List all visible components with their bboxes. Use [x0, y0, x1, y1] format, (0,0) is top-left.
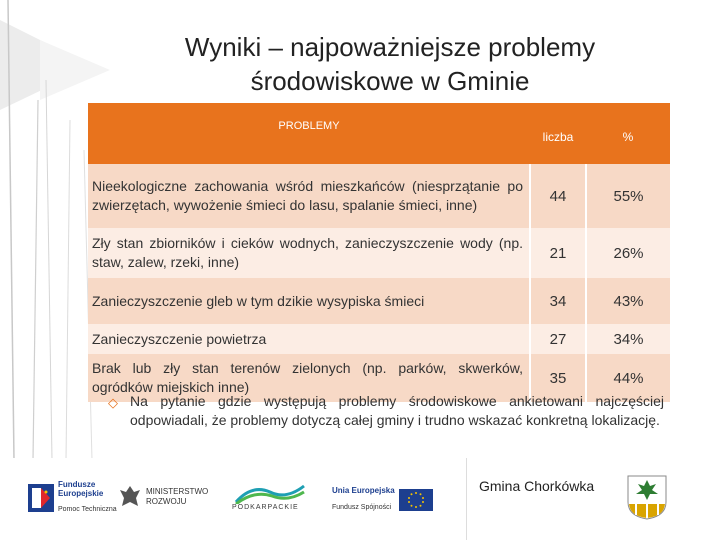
title-line-1: Wyniki – najpoważniejsze problemy [184, 32, 596, 62]
summary-note-text: Na pytanie gdzie występują problemy środowiskowe ankietowani najczęściej odpowiadali, że problemy dotyczą całej gminy i trudno wskazać konkretną lokalizację. [130, 393, 664, 428]
table-row [88, 278, 670, 324]
unia-europejska-logo [332, 486, 433, 514]
fe-line-1: Fundusze [58, 480, 96, 489]
diamond-bullet-icon: ◇ [108, 395, 118, 410]
ue-line-1: Unia Europejska [332, 486, 395, 495]
eu-flag-icon [399, 489, 433, 511]
podkarpackie-label: PODKARPACKIE [232, 504, 299, 511]
header-percent: % [586, 103, 670, 164]
table-header-row [88, 103, 670, 164]
fe-line-3: Pomoc Techniczna [58, 506, 117, 513]
row-count: 34 [530, 278, 586, 324]
ue-line-2: Fundusz Spójności [332, 504, 392, 511]
row-percent: 43% [586, 278, 670, 324]
footer-divider [466, 458, 467, 540]
problems-table [88, 103, 670, 402]
row-percent: 44% [586, 354, 670, 402]
row-problem: Zły stan zbiorników i cieków wodnych, zanieczyszczenie wody (np. staw, zalew, rzeki, inne) [88, 228, 530, 278]
header-count: liczba [530, 103, 586, 164]
table-row [88, 324, 670, 354]
row-count: 35 [530, 354, 586, 402]
row-percent: 26% [586, 228, 670, 278]
row-problem: Nieekologiczne zachowania wśród mieszkańców (niesprzątanie po zwierzętach, wywożenie śmieci do lasu, spalanie śmieci, inne) [88, 164, 530, 228]
summary-note [108, 392, 664, 430]
table-row [88, 164, 670, 228]
row-count: 27 [530, 324, 586, 354]
ministerstwo-rozwoju-logo [118, 484, 208, 510]
row-problem: Zanieczyszczenie powietrza [88, 324, 530, 354]
min-line-1: MINISTERSTWO [146, 487, 209, 496]
podkarpackie-logo [232, 482, 308, 511]
header-problems: PROBLEMY [88, 103, 530, 164]
table-row [88, 228, 670, 278]
fundusze-europejskie-emblem-icon [28, 484, 54, 512]
eagle-emblem-icon [118, 484, 142, 510]
row-count: 21 [530, 228, 586, 278]
row-problem: Zanieczyszczenie gleb w tym dzikie wysypiska śmieci [88, 278, 530, 324]
row-percent: 34% [586, 324, 670, 354]
min-line-2: ROZWOJU [146, 497, 187, 506]
fe-line-2: Europejskie [58, 489, 104, 498]
footer-logos [0, 458, 720, 540]
page-title [120, 30, 660, 98]
gmina-coat-of-arms-icon [626, 474, 668, 520]
title-line-2: środowiskowe w Gminie [250, 66, 530, 96]
fundusze-europejskie-logo [28, 480, 117, 516]
row-percent: 55% [586, 164, 670, 228]
podkarpackie-mountains-icon [232, 482, 308, 504]
gmina-name: Gmina Chorkówka [479, 478, 595, 494]
row-count: 44 [530, 164, 586, 228]
row-problem: Brak lub zły stan terenów zielonych (np. parków, skwerków, ogródków miejskich inne) [88, 354, 530, 402]
